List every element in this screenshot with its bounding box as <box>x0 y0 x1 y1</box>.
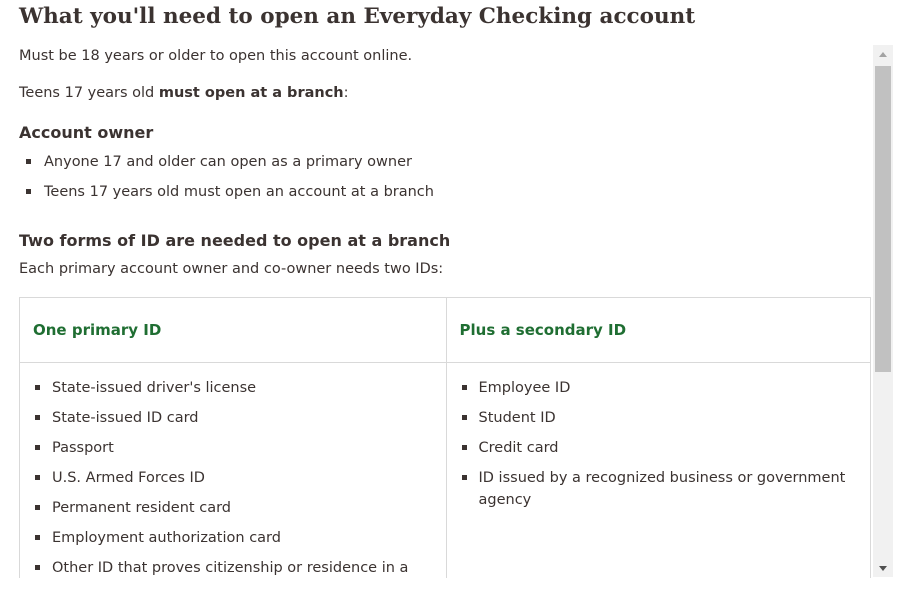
triangle-down-icon <box>879 566 887 571</box>
teens-suffix: : <box>343 85 349 101</box>
secondary-id-cell <box>446 363 871 579</box>
list-item-text: Anyone 17 and older can open as a primary owner <box>44 154 412 170</box>
square-bullet-icon <box>462 415 467 420</box>
list-item-text: Employee ID <box>478 380 571 396</box>
list-item <box>33 497 433 519</box>
square-bullet-icon <box>35 535 40 540</box>
list-item-text: Teens 17 years old must open an account at a branch <box>44 184 434 200</box>
list-item <box>33 527 433 549</box>
id-requirements-table <box>19 297 871 578</box>
square-bullet-icon <box>26 189 31 194</box>
list-item-text: Passport <box>52 440 114 456</box>
teens-bold: must open at a branch <box>158 85 344 101</box>
scroll-down-button[interactable] <box>873 559 893 577</box>
account-owner-heading: Account owner <box>19 123 154 142</box>
table-header-row <box>20 298 871 363</box>
square-bullet-icon <box>35 385 40 390</box>
scrollbar-thumb[interactable] <box>875 66 891 372</box>
list-item-text: State-issued driver's license <box>52 380 257 396</box>
id-section-heading: Two forms of ID are needed to open at a branch <box>19 231 451 250</box>
scrollable-content[interactable] <box>0 42 872 578</box>
teens-prefix: Teens 17 years old <box>19 85 159 101</box>
list-item-text: Permanent resident card <box>52 500 231 516</box>
square-bullet-icon <box>26 159 31 164</box>
square-bullet-icon <box>35 475 40 480</box>
vertical-scrollbar[interactable] <box>873 45 893 577</box>
secondary-id-header: Plus a secondary ID <box>446 298 871 363</box>
list-item-text: Student ID <box>478 410 556 426</box>
list-item <box>33 557 433 578</box>
list-item-text: Employment authorization card <box>52 530 281 546</box>
triangle-up-icon <box>879 52 887 57</box>
list-item <box>33 437 433 459</box>
age-requirement-text: Must be 18 years or older to open this account online. <box>19 48 413 64</box>
list-item-text: State-issued ID card <box>52 410 199 426</box>
square-bullet-icon <box>462 445 467 450</box>
list-item-text: Credit card <box>478 440 559 456</box>
square-bullet-icon <box>462 385 467 390</box>
scroll-up-button[interactable] <box>873 45 893 63</box>
secondary-id-list <box>460 377 858 511</box>
square-bullet-icon <box>35 445 40 450</box>
list-item <box>19 182 434 212</box>
square-bullet-icon <box>35 565 40 570</box>
account-owner-list <box>19 152 434 212</box>
table-row <box>20 363 871 579</box>
teens-requirement-text <box>19 85 349 101</box>
square-bullet-icon <box>462 475 467 480</box>
list-item <box>460 407 858 429</box>
page-title: What you'll need to open an Everyday Checking account <box>19 4 696 29</box>
primary-id-cell <box>20 363 447 579</box>
list-item <box>33 407 433 429</box>
id-section-subtext: Each primary account owner and co-owner needs two IDs: <box>19 261 444 277</box>
square-bullet-icon <box>35 505 40 510</box>
primary-id-header: One primary ID <box>20 298 447 363</box>
list-item <box>33 377 433 399</box>
list-item <box>33 467 433 489</box>
square-bullet-icon <box>35 415 40 420</box>
list-item-text: Other ID that proves citizenship or residence in a <box>52 560 409 576</box>
list-item-text: ID issued by a recognized business or government agency <box>478 470 846 508</box>
list-item <box>460 467 858 511</box>
list-item <box>460 437 858 459</box>
list-item-text: U.S. Armed Forces ID <box>52 470 205 486</box>
list-item <box>19 152 434 182</box>
primary-id-list <box>33 377 433 578</box>
list-item <box>460 377 858 399</box>
